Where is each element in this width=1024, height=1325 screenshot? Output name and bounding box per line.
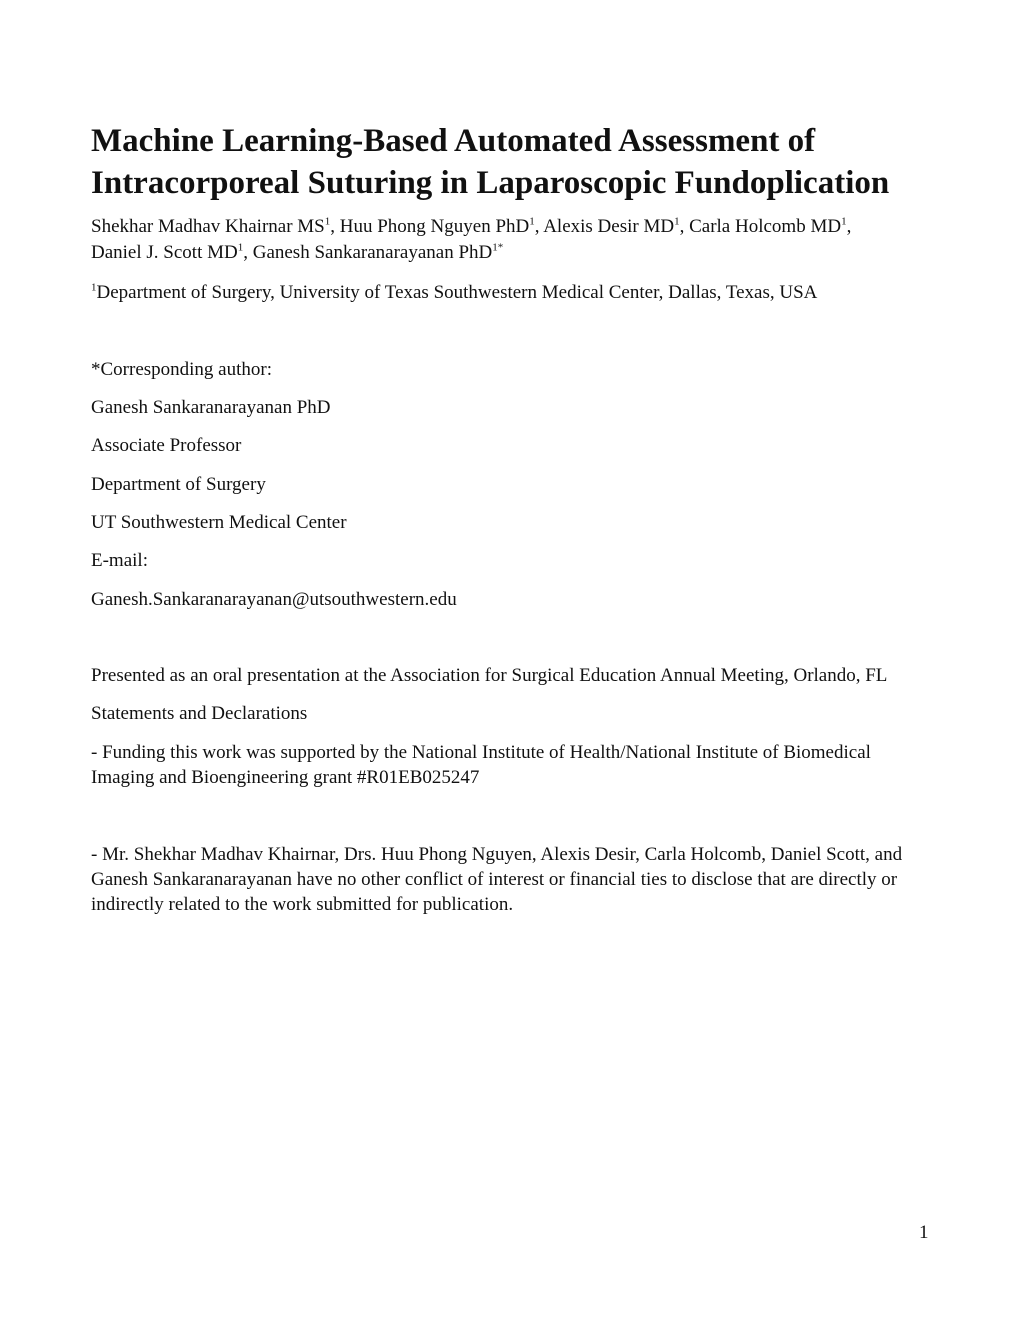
- author-separator: ,: [846, 216, 852, 237]
- author-name: Huu Phong Nguyen PhD: [339, 216, 530, 237]
- corresponding-author-institution: UT Southwestern Medical Center: [91, 512, 347, 533]
- author-affiliation-mark: 1: [529, 215, 535, 228]
- affiliation-mark: 1: [91, 281, 97, 294]
- corresponding-author-heading: *Corresponding author:: [91, 359, 273, 380]
- funding-statement: - Funding this work was supported by the National Institute of Health/National Institute of Biomedical Imaging and Bioengineering grant #R01EB025247: [91, 742, 871, 788]
- author-affiliation-mark: 1: [841, 215, 847, 228]
- author-list: [91, 214, 936, 266]
- page-number: 1: [919, 1222, 929, 1243]
- author-separator: ,: [243, 242, 253, 263]
- author-name: Ganesh Sankaranarayanan PhD: [252, 242, 493, 263]
- email-address: Ganesh.Sankaranarayanan@utsouthwestern.edu: [91, 589, 457, 610]
- corresponding-author-department: Department of Surgery: [91, 474, 266, 495]
- corresponding-author-name: Ganesh Sankaranarayanan PhD: [91, 397, 331, 418]
- paper-title: [91, 120, 936, 204]
- email-label: E-mail:: [91, 550, 148, 571]
- author-affiliation-mark: 1: [324, 215, 331, 228]
- author-name: Carla Holcomb MD: [689, 216, 842, 237]
- title-line-2: Intracorporeal Suturing in Laparoscopic Fundoplication: [91, 165, 890, 201]
- author-name: Daniel J. Scott MD: [91, 242, 238, 263]
- title-line-1: Machine Learning-Based Automated Assessment of: [91, 123, 816, 159]
- author-separator: ,: [679, 216, 690, 237]
- author-affiliation-mark: 1: [674, 215, 680, 228]
- author-name: Shekhar Madhav Khairnar MS: [91, 216, 325, 237]
- affiliation: [91, 280, 936, 306]
- conflict-statement: - Mr. Shekhar Madhav Khairnar, Drs. Huu Phong Nguyen, Alexis Desir, Carla Holcomb, Daniel Scott, and Ganesh Sankaranarayanan have no other conflict of interest or financial ties to disclose that are directly or indirectly related to the work submitted for publication.: [91, 844, 903, 915]
- author-affiliation-mark: 1: [237, 241, 244, 254]
- presentation-note: Presented as an oral presentation at the Association for Surgical Education Annual Meeting, Orlando, FL: [91, 665, 888, 686]
- author-separator: ,: [330, 216, 340, 237]
- corresponding-author-position: Associate Professor: [91, 435, 242, 456]
- author-separator: ,: [534, 216, 544, 237]
- statements-heading: Statements and Declarations: [91, 703, 308, 724]
- author-name: Alexis Desir MD: [543, 216, 675, 237]
- affiliation-text: Department of Surgery, University of Texas Southwestern Medical Center, Dallas, Texas, USA: [96, 282, 818, 303]
- author-affiliation-mark: 1*: [492, 241, 504, 254]
